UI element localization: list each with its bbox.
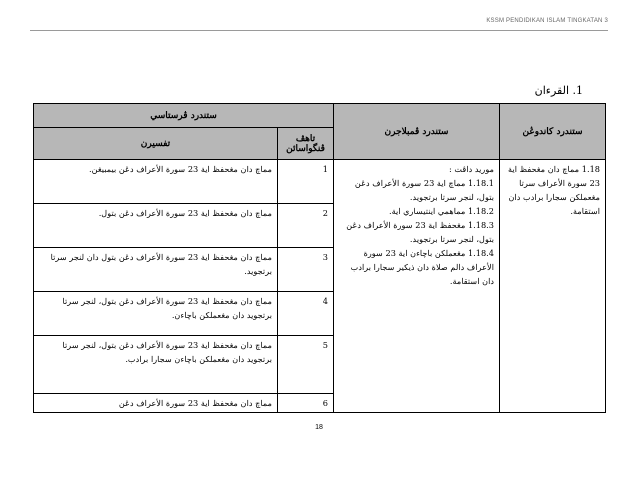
header-divider [30,30,608,31]
level-description: مماچ دان مڠحفظ اية 23 سورة الأعراف دڠن بتول دان لنجر سرتا برتجويد. [34,248,278,292]
level-description: مماچ دان مڠحفظ اية 23 سورة الأعراف دڠن [34,394,278,413]
content-standard-cell: 1.18 مماچ دان مڠحفظ اية 23 سورة الأعراف سرتا مڠعملکن سجارا برادب دان استقامة. [500,160,606,413]
level-number: 1 [278,160,334,204]
level-number: 5 [278,336,334,394]
page-header: KSSM PENDIDIKAN ISLAM TINGKATAN 3 [486,18,608,24]
header-description: تفسيرن [34,128,278,160]
header-level: تاهڤ ڤنگواسائن [278,128,334,160]
level-number: 4 [278,292,334,336]
level-description: مماچ دان مڠحفظ اية 23 سورة الأعراف دڠن بتول، لنجر سرتا برتجويد دان مڠعملکن باچاءن. [34,292,278,336]
header-content-standard: ستندرد کاندوڠن [500,104,606,160]
header-learning-standard: ستندرد ڤمبلاجرن [334,104,500,160]
level-description: مماچ دان مڠحفظ اية 23 سورة الأعراف دڠن بتول. [34,204,278,248]
level-number: 3 [278,248,334,292]
level-number: 6 [278,394,334,413]
page-number: 18 [315,424,323,431]
header-performance-standard: ستندرد ڤرستاسي [34,104,334,128]
level-number: 2 [278,204,334,248]
section-title: 1. القرءان [534,84,583,97]
learning-standard-cell: موريد داڤت : 1.18.1 مماچ اية 23 سورة الأعراف دڠن بتول، لنجر سرتا برتجويد. 1.18.2 مماهمي اينتيساري اية. 1.18.3 مڠحفظ اية 23 سورة الأعراف دڠن بتول، لنجر سرتا برتجويد. 1.18.4 مڠعملکن باچاءن اية 23 سورة الأعراف دالم صلاة دان ذيکير سجارا برادب دان استقامة. [334,160,500,413]
standards-table [33,103,606,413]
level-description: مماچ دان مڠحفظ اية 23 سورة الأعراف دڠن بتول، لنجر سرتا برتجويد دان مڠعملکن باچاءن سجارا برادب. [34,336,278,394]
level-description: مماچ دان مڠحفظ اية 23 سورة الأعراف دڠن بيمبيڠن. [34,160,278,204]
